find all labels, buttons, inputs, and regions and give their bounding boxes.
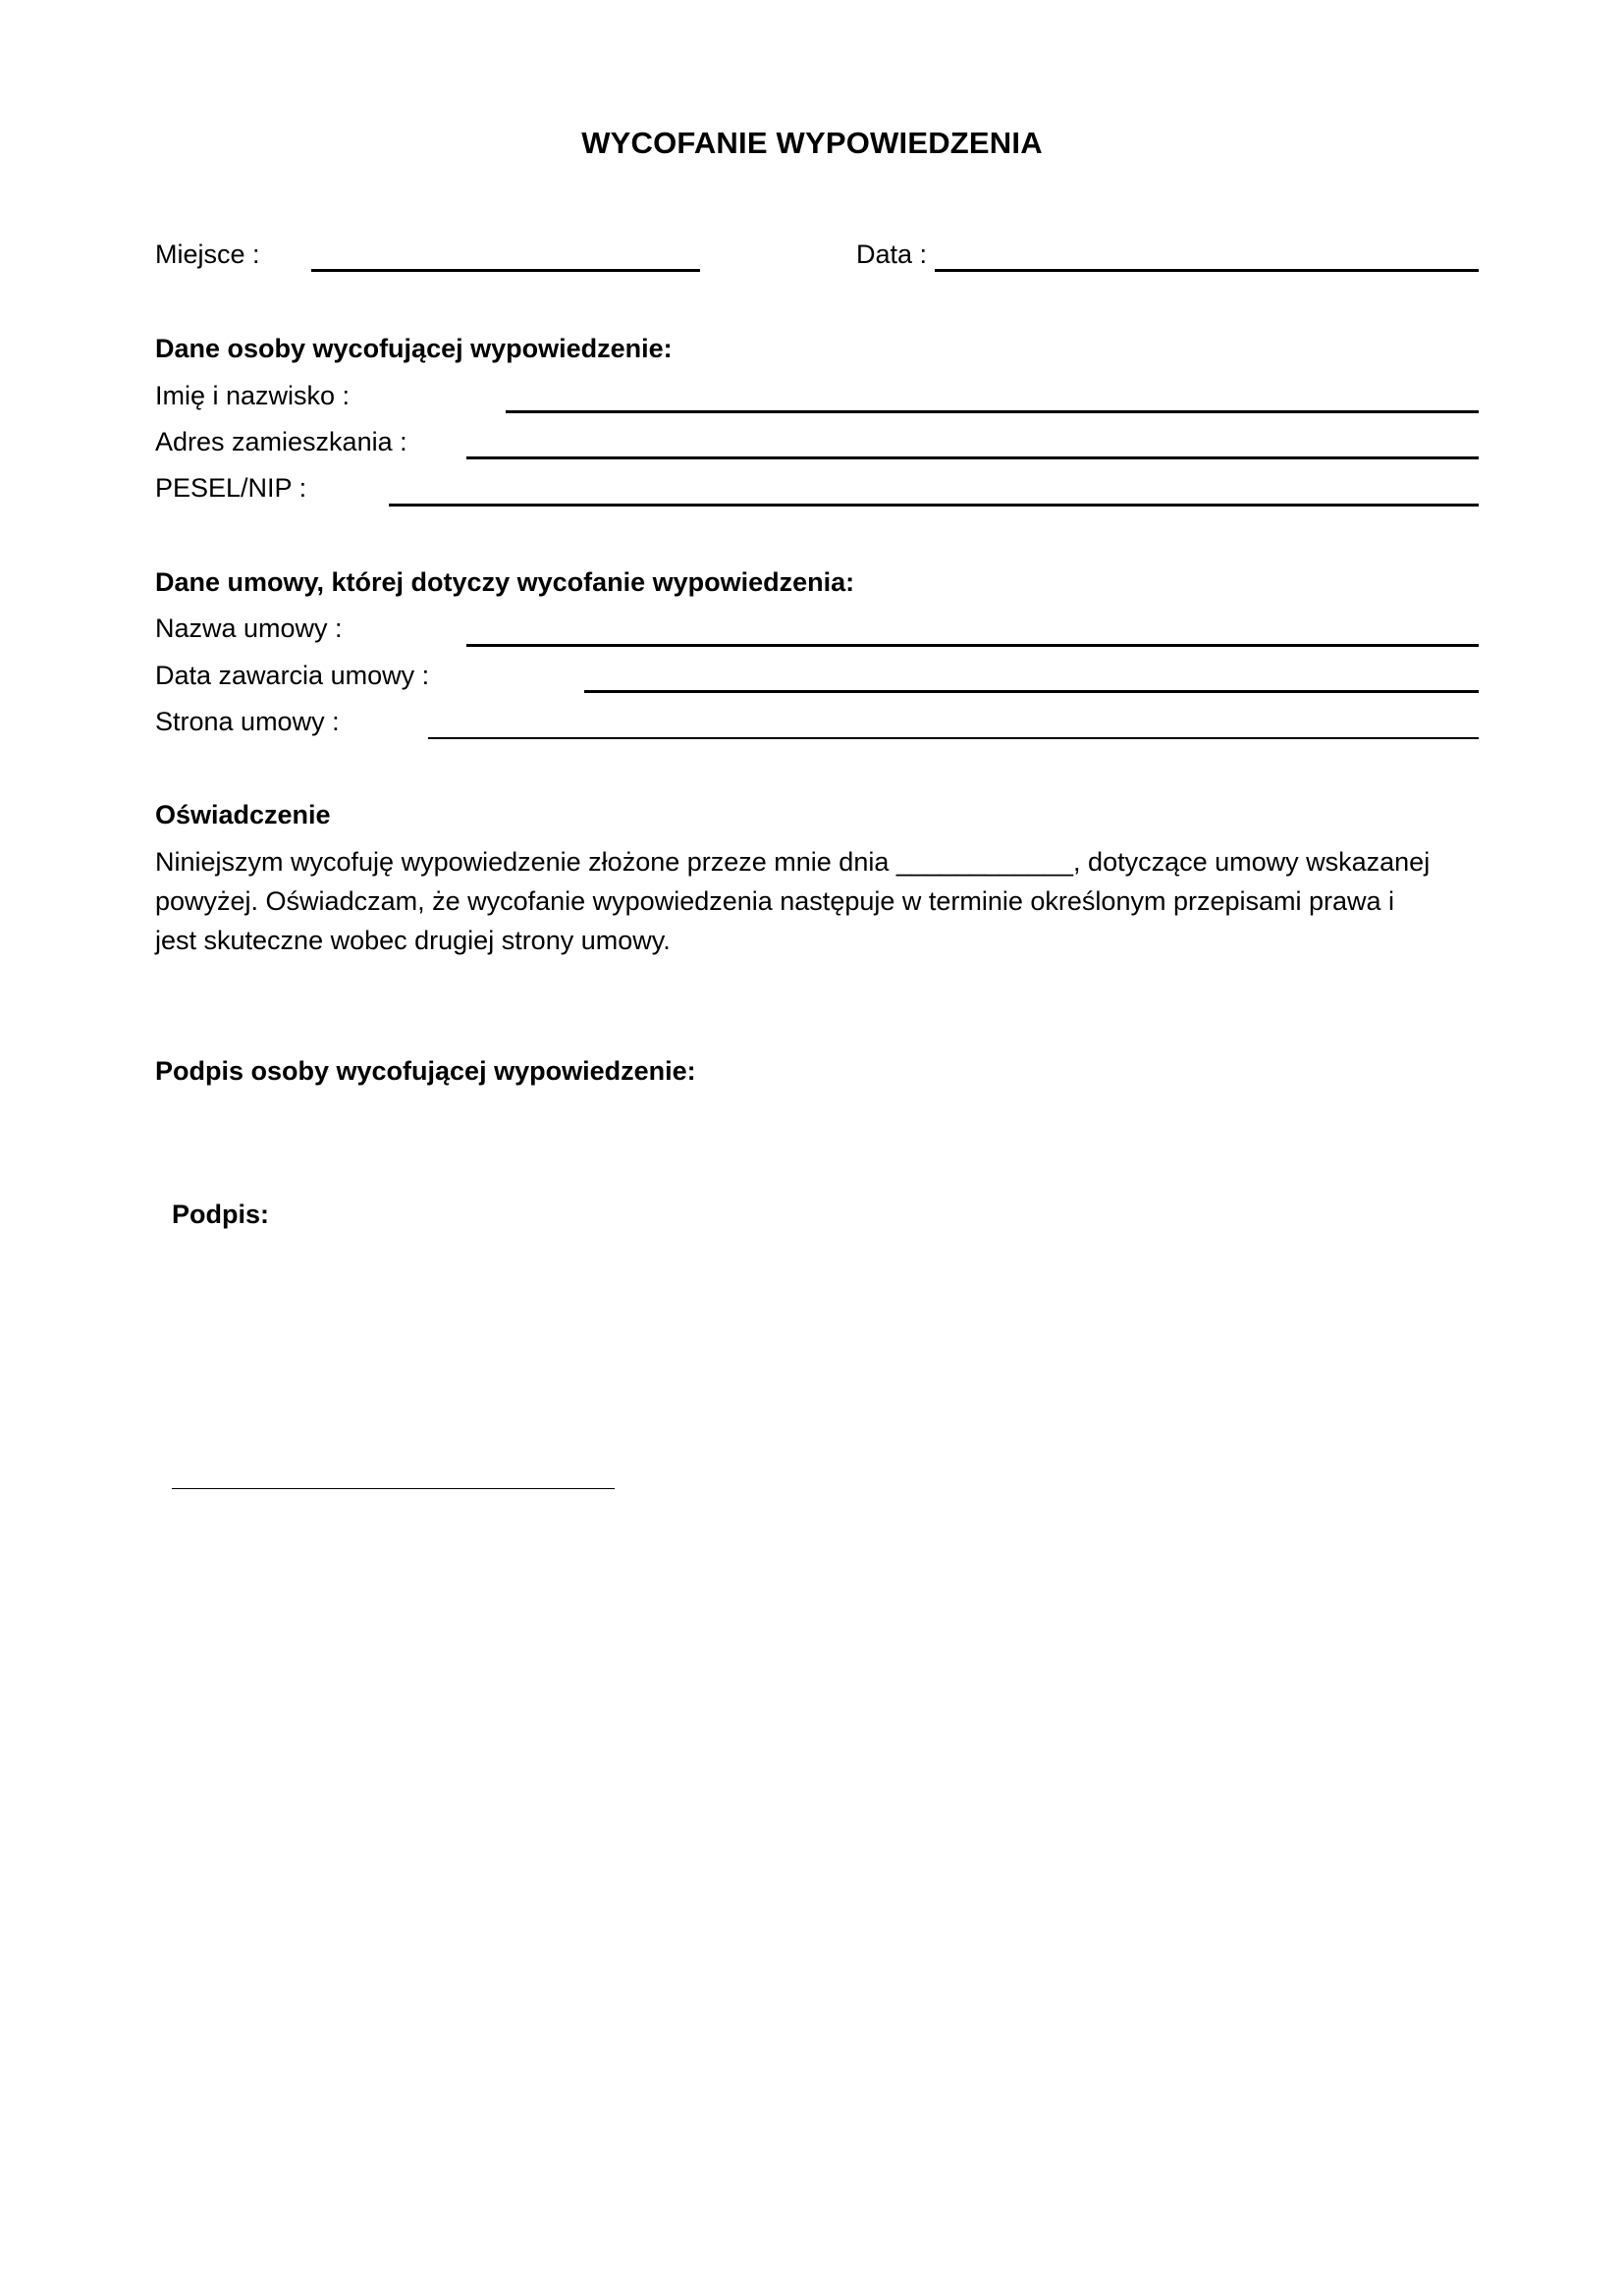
pesel-label: PESEL/NIP : [155, 473, 307, 503]
statement-line-2: powyżej. Oświadczam, że wycofanie wypowiedzenia następuje w terminie określonym przepisami prawa i [155, 886, 1395, 916]
date-label: Data : [856, 240, 928, 269]
name-label: Imię i nazwisko : [155, 381, 351, 410]
contract-name-field-line[interactable] [466, 644, 1479, 647]
signature-section-heading: Podpis osoby wycofującej wypowiedzenie: [155, 1056, 696, 1086]
signature-line[interactable] [172, 1488, 615, 1489]
statement-line-1: Niniejszym wycofuję wypowiedzenie złożone przeze mnie dnia ____________, dotyczące umowy wskazanej [155, 847, 1431, 877]
signature-label: Podpis: [172, 1200, 269, 1229]
statement-paragraph [155, 842, 1490, 960]
pesel-field-line[interactable] [389, 504, 1479, 507]
contract-party-field-line[interactable] [428, 737, 1479, 739]
statement-line-3: jest skuteczne wobec drugiej strony umowy. [155, 926, 671, 955]
date-field-line[interactable] [935, 269, 1479, 272]
address-label: Adres zamieszkania : [155, 427, 407, 456]
contract-party-label: Strona umowy : [155, 707, 340, 736]
contract-name-label: Nazwa umowy : [155, 614, 343, 643]
contract-section-heading: Dane umowy, której dotyczy wycofanie wypowiedzenia: [155, 567, 855, 597]
person-section-heading: Dane osoby wycofującej wypowiedzenie: [155, 334, 673, 363]
name-field-line[interactable] [506, 410, 1479, 413]
place-field-line[interactable] [311, 269, 700, 272]
statement-heading: Oświadczenie [155, 800, 331, 829]
document-title: WYCOFANIE WYPOWIEDZENIA [581, 126, 1043, 160]
address-field-line[interactable] [466, 456, 1479, 459]
place-label: Miejsce : [155, 240, 260, 269]
contract-date-label: Data zawarcia umowy : [155, 661, 430, 690]
contract-date-field-line[interactable] [584, 690, 1479, 693]
